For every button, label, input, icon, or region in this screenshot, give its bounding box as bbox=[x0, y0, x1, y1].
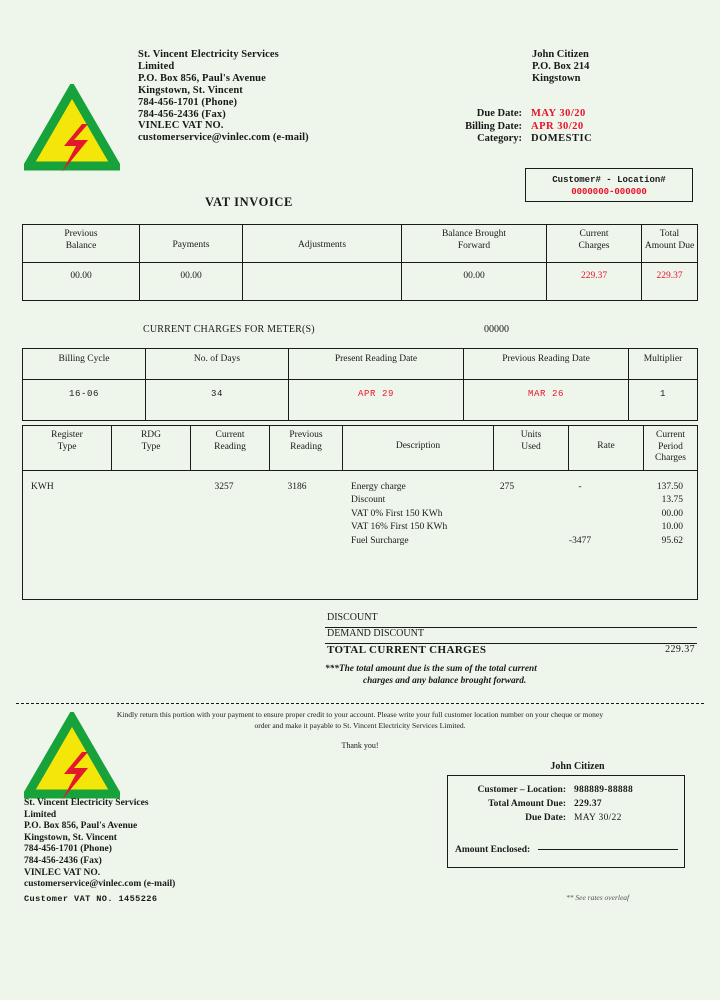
payment-stub-box bbox=[447, 775, 685, 868]
stub-customer-location-row bbox=[448, 785, 684, 799]
footer-company-line-4: Kingstown, St. Vincent bbox=[24, 832, 117, 843]
table-body-row bbox=[23, 470, 698, 599]
cell-present-reading-date: APR 29 bbox=[289, 380, 464, 421]
col-billing-cycle: Billing Cycle bbox=[23, 349, 146, 380]
table-header-row bbox=[23, 225, 698, 263]
table-row bbox=[23, 263, 698, 301]
meter-label: CURRENT CHARGES FOR METER(S) bbox=[143, 324, 315, 335]
footer-company-email: customerservice@vinlec.com (e-mail) bbox=[24, 879, 176, 890]
discount-label: DISCOUNT bbox=[327, 612, 378, 623]
col-previous-reading-date: Previous Reading Date bbox=[464, 349, 629, 380]
stub-due-date-row bbox=[448, 813, 684, 827]
col-balance-brought-forward: Balance Brought Forward bbox=[402, 225, 547, 263]
cell-total-amount-due: 229.37 bbox=[642, 263, 698, 301]
footer-company-fax: 784-456-2436 (Fax) bbox=[24, 855, 102, 866]
dates-block bbox=[448, 108, 592, 146]
balance-summary-table bbox=[22, 224, 698, 301]
totals-note bbox=[325, 663, 697, 687]
cell-description: Energy charge bbox=[351, 481, 406, 492]
col-units-used: Units Used bbox=[494, 426, 569, 471]
cell-charge: 95.62 bbox=[661, 535, 683, 546]
due-date-row bbox=[448, 108, 592, 121]
cell-description: Discount bbox=[351, 495, 386, 505]
footer-company-vat-no: VINLEC VAT NO. bbox=[24, 867, 101, 878]
total-current-charges-line bbox=[325, 644, 697, 660]
vinlec-logo-icon bbox=[24, 84, 120, 174]
cell-units-used: 275 bbox=[499, 481, 515, 492]
amount-enclosed-label: Amount Enclosed: bbox=[455, 845, 531, 855]
discount-line bbox=[325, 612, 697, 626]
tear-off-divider bbox=[16, 703, 704, 704]
cell-charge: 00.00 bbox=[661, 508, 683, 519]
company-line-4: Kingstown, St. Vincent bbox=[138, 84, 243, 96]
stub-customer-name: John Citizen bbox=[550, 761, 605, 772]
cell-payments: 00.00 bbox=[140, 263, 243, 301]
cell-current-reading: 3257 bbox=[214, 481, 234, 492]
totals-note-line-1: ***The total amount due is the sum of the total current bbox=[325, 664, 537, 674]
customer-location-header: Customer# - Location# bbox=[552, 175, 666, 185]
overleaf-note: ** See rates overleaf bbox=[566, 893, 630, 902]
due-date-label: Due Date: bbox=[476, 108, 522, 119]
customer-location-box bbox=[525, 168, 693, 202]
col-current-reading: Current Reading bbox=[191, 426, 270, 471]
cell-description: Fuel Surcharge bbox=[351, 535, 409, 546]
col-rate: Rate bbox=[569, 426, 644, 471]
stub-customer-location-label: Customer – Location: bbox=[477, 785, 566, 795]
stub-due-date-value: MAY 30/22 bbox=[574, 813, 622, 823]
footer-company-line-1: St. Vincent Electricity Services bbox=[24, 798, 149, 808]
cell-no-of-days: 34 bbox=[146, 380, 289, 421]
col-total-amount-due: Total Amount Due bbox=[642, 225, 698, 263]
customer-address-line-2: Kingstown bbox=[532, 72, 581, 84]
cell-rate: -3477 bbox=[568, 535, 592, 546]
col-multiplier: Multiplier bbox=[629, 349, 698, 380]
cell-rate: - bbox=[578, 481, 582, 492]
totals-note-line-2: charges and any balance brought forward. bbox=[363, 676, 527, 686]
table-header-row bbox=[23, 426, 698, 471]
table-header-row bbox=[23, 349, 698, 380]
company-fax: 784-456-2436 (Fax) bbox=[138, 108, 226, 120]
cell-register-type: KWH bbox=[31, 481, 54, 492]
vinlec-logo-icon-footer bbox=[24, 712, 120, 802]
col-previous-balance: Previous Balance bbox=[23, 225, 140, 263]
customer-address-line-1: P.O. Box 214 bbox=[532, 60, 590, 72]
category-row bbox=[448, 133, 592, 146]
cell-adjustments bbox=[243, 263, 402, 301]
company-address-block bbox=[138, 49, 309, 144]
amount-enclosed-rule[interactable] bbox=[538, 849, 678, 850]
total-label: TOTAL CURRENT CHARGES bbox=[327, 644, 487, 656]
cell-previous-reading: 3186 bbox=[287, 481, 307, 492]
charges-detail-table bbox=[22, 425, 698, 600]
cell-charge: 13.75 bbox=[661, 495, 683, 505]
list-item bbox=[23, 536, 697, 550]
company-line-2: Limited bbox=[138, 60, 175, 72]
cell-multiplier: 1 bbox=[629, 380, 698, 421]
billing-date-value: APR 30/20 bbox=[531, 120, 584, 132]
col-adjustments: Adjustments bbox=[243, 225, 402, 263]
col-register-type: Register Type bbox=[23, 426, 112, 471]
return-note-line-2: location number on your cheque or money order and make it payable to St. Vincent Electricity Services Limited. bbox=[254, 710, 604, 730]
cell-previous-reading-date: MAR 26 bbox=[464, 380, 629, 421]
col-previous-reading: Previous Reading bbox=[270, 426, 343, 471]
customer-vat-number: Customer VAT NO. 1455226 bbox=[24, 893, 158, 904]
cell-description: VAT 16% First 150 KWh bbox=[351, 522, 448, 532]
stub-due-date-label: Due Date: bbox=[525, 813, 566, 823]
footer-company-line-3: P.O. Box 856, Paul's Avenue bbox=[24, 821, 138, 832]
col-payments: Payments bbox=[140, 225, 243, 263]
totals-section bbox=[325, 612, 697, 687]
stub-total-due-value: 229.37 bbox=[574, 799, 602, 809]
company-vat-no: VINLEC VAT NO. bbox=[138, 120, 224, 132]
thank-you-text: Thank you! bbox=[341, 741, 379, 750]
footer-company-phone: 784-456-1701 (Phone) bbox=[24, 844, 112, 855]
due-date-value: MAY 30/20 bbox=[531, 108, 586, 119]
list-item bbox=[23, 522, 697, 536]
col-no-of-days: No. of Days bbox=[146, 349, 289, 380]
col-current-charges: Current Charges bbox=[547, 225, 642, 263]
list-item bbox=[23, 495, 697, 509]
category-value: DOMESTIC bbox=[531, 133, 593, 145]
company-email: customerservice@vinlec.com (e-mail) bbox=[138, 132, 309, 144]
billing-cycle-table bbox=[22, 348, 698, 421]
return-note-line-1: Kindly return this portion with your payment to ensure proper credit to your account. Please write your full customer bbox=[116, 710, 473, 719]
stub-total-due-label: Total Amount Due: bbox=[488, 799, 566, 809]
cell-charge: 10.00 bbox=[661, 522, 683, 532]
charges-body-cell bbox=[23, 470, 698, 599]
col-description: Description bbox=[343, 426, 494, 471]
customer-address-block bbox=[532, 49, 589, 85]
page-title: VAT INVOICE bbox=[205, 195, 293, 209]
billing-date-label: Billing Date: bbox=[465, 120, 522, 132]
cell-charge: 137.50 bbox=[656, 481, 683, 492]
return-instructions bbox=[110, 709, 610, 731]
billing-date-row bbox=[448, 121, 592, 134]
cell-previous-balance: 00.00 bbox=[23, 263, 140, 301]
stub-total-due-row bbox=[448, 799, 684, 813]
customer-name: John Citizen bbox=[532, 49, 589, 60]
company-line-3: P.O. Box 856, Paul's Avenue bbox=[138, 72, 266, 84]
table-row bbox=[23, 380, 698, 421]
col-present-reading-date: Present Reading Date bbox=[289, 349, 464, 380]
stub-customer-location-value: 988889-88888 bbox=[574, 785, 634, 795]
company-line-1: St. Vincent Electricity Services bbox=[138, 49, 279, 60]
col-rdg-type: RDG Type bbox=[112, 426, 191, 471]
category-label: Category: bbox=[477, 133, 522, 145]
total-amount: 229.37 bbox=[665, 644, 695, 655]
col-current-period-charges: Current Period Charges bbox=[644, 426, 698, 471]
cell-current-charges: 229.37 bbox=[547, 263, 642, 301]
footer-company-address bbox=[24, 798, 175, 905]
charge-line-items bbox=[23, 482, 697, 610]
list-item bbox=[23, 482, 697, 496]
cell-description: VAT 0% First 150 KWh bbox=[351, 508, 443, 519]
company-phone: 784-456-1701 (Phone) bbox=[138, 96, 238, 108]
demand-discount-line bbox=[325, 628, 697, 642]
customer-location-value: 0000000-000000 bbox=[571, 187, 647, 197]
meter-number: 00000 bbox=[484, 324, 509, 335]
cell-balance-brought-forward: 00.00 bbox=[402, 263, 547, 301]
demand-discount-label: DEMAND DISCOUNT bbox=[327, 628, 424, 639]
amount-enclosed-field[interactable] bbox=[455, 845, 678, 855]
footer-company-line-2: Limited bbox=[24, 809, 57, 820]
cell-billing-cycle: 16-06 bbox=[23, 380, 146, 421]
list-item bbox=[23, 509, 697, 523]
